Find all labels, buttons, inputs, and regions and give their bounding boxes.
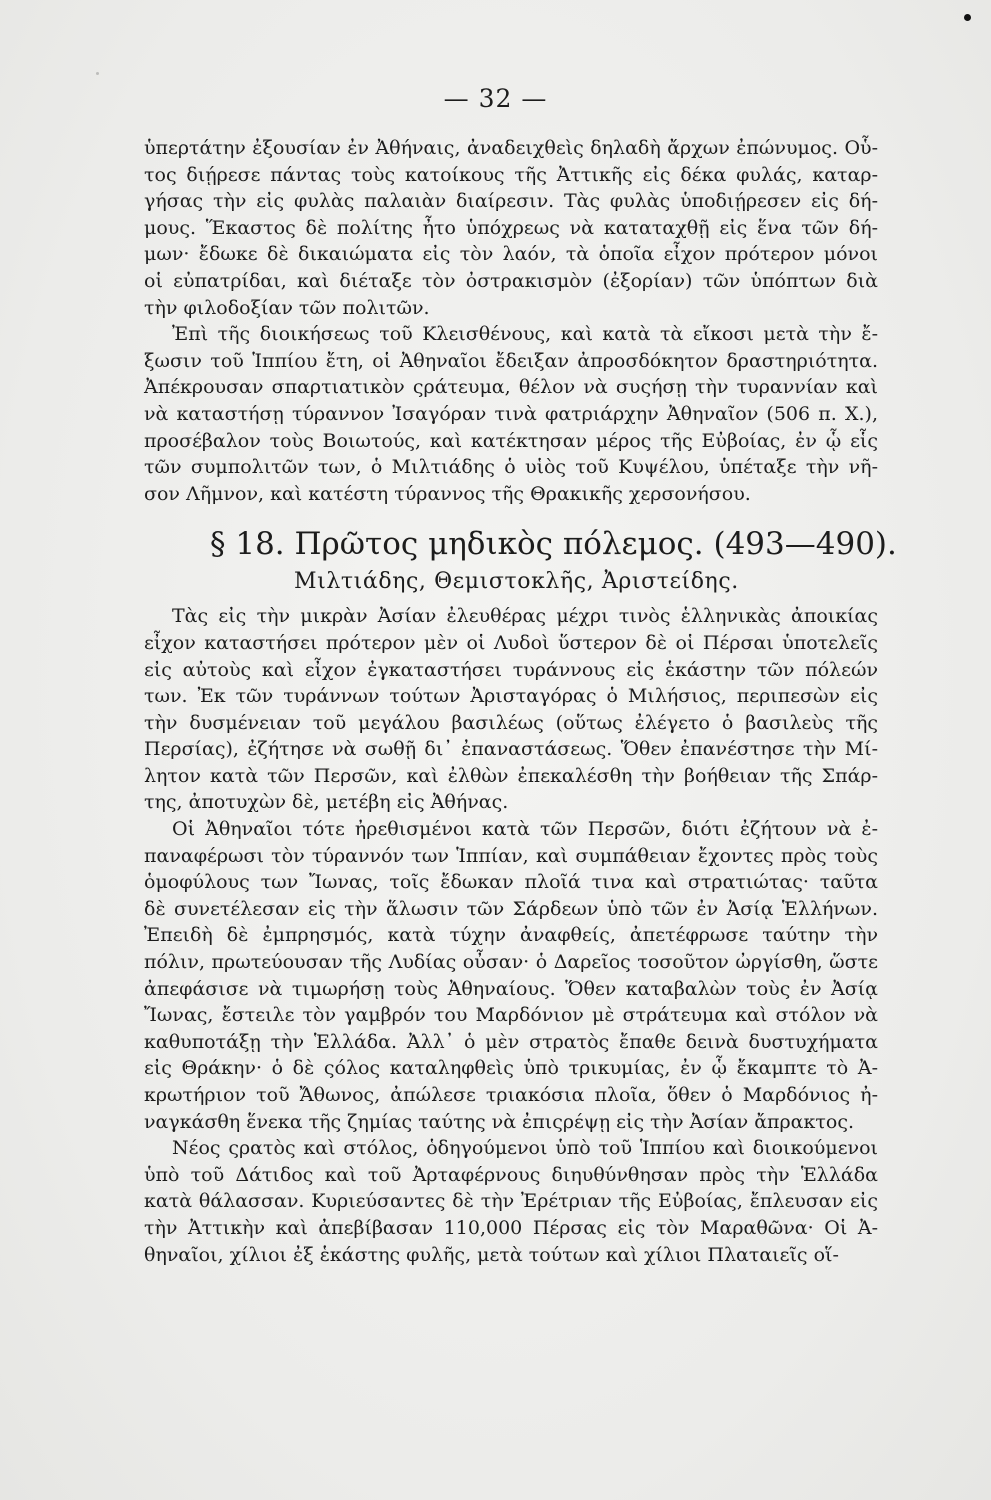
text-line: ὑπερτάτην ἐξουσίαν ἐν Ἀθήναις, ἀναδειχθεὶς δηλαδὴ ἄρχων ἐπώνυμος. Οὗ- xyxy=(144,137,878,159)
text-line: μους. Ἕκαστος δὲ πολίτης ἦτο ὑπόχρεως νὰ καταταχθῇ εἰς ἕνα τῶν δή- xyxy=(144,216,878,239)
text-line: ξωσιν τοῦ Ἱππίου ἔτη, οἱ Ἀθηναῖοι ἔδειξαν ἀπροσδόκητον δραστηριότητα. xyxy=(144,349,878,372)
text-line: τὴν δυσμένειαν τοῦ μεγάλου βασιλέως (οὕτως ἐλέγετο ὁ βασιλεὺς τῆς xyxy=(144,711,878,734)
ink-dot xyxy=(964,14,971,21)
text-line: ὁμοφύλους των Ἴωνας, τοῖς ἔδωκαν πλοῖά τινα καὶ στρατιώτας· ταῦτα xyxy=(144,871,878,894)
text-line: προσέβαλον τοὺς Βοιωτούς, καὶ κατέκτησαν μέρος τῆς Εὐβοίας, ἐν ᾧ εἷς xyxy=(144,429,878,452)
text-line: εἰς Θράκην· ὁ δὲ ςόλος καταληφθεὶς ὑπὸ τρικυμίας, ἐν ᾧ ἔκαμπτε τὸ Ἀ- xyxy=(144,1057,878,1080)
text-line: Ἴωνας, ἔστειλε τὸν γαμβρόν του Μαρδόνιον μὲ στράτευμα καὶ στόλον νὰ xyxy=(144,1004,878,1027)
text-line: δὲ συνετέλεσαν εἰς τὴν ἅλωσιν τῶν Σάρδεων ὑπὸ τῶν ἐν Ἀσίᾳ Ἑλλήνων. xyxy=(144,897,878,920)
page-number: — 32 — xyxy=(443,84,548,113)
text-line: τὴν φιλοδοξίαν τῶν πολιτῶν. xyxy=(144,296,430,319)
paragraph xyxy=(144,816,878,1135)
text-line: Οἱ Ἀθηναῖοι τότε ἠρεθισμένοι κατὰ τῶν Περσῶν, διότι ἐζήτουν νὰ ἐ- xyxy=(172,818,878,841)
text-line: Νέος ςρατὸς καὶ στόλος, ὁδηγούμενοι ὑπὸ τοῦ Ἱππίου καὶ διοικούμενοι xyxy=(172,1137,878,1160)
text-line: οἱ εὐπατρίδαι, καὶ διέταξε τὸν ὀστρακισμὸν (ἐξορίαν) τῶν ὑπόπτων διὰ xyxy=(144,269,878,292)
text-line: ὑπὸ τοῦ Δάτιδος καὶ τοῦ Ἀρταφέρνους διηυθύνθησαν πρὸς τὴν Ἑλλάδα xyxy=(144,1163,878,1186)
paragraph xyxy=(144,321,878,507)
paragraph xyxy=(144,1135,878,1268)
text-line: τῶν συμπολιτῶν των, ὁ Μιλτιάδης ὁ υἱὸς τοῦ Κυψέλου, ὑπέταξε τὴν νῆ- xyxy=(144,456,878,479)
text-line: των. Ἐκ τῶν τυράννων τούτων Ἀρισταγόρας ὁ Μιλήσιος, περιπεσὼν εἰς xyxy=(144,685,878,708)
section-subheading: Μιλτιάδης, Θεμιστοκλῆς, Ἀριστείδης. xyxy=(294,569,739,595)
text-line: εἰς αὐτοὺς καὶ εἶχον ἐγκαταστήσει τυράννους εἰς ἑκάστην τῶν πόλεών xyxy=(144,658,878,681)
text-block-before-section xyxy=(144,135,878,507)
text-line: Ἀπέκρουσαν σπαρτιατικὸν ςράτευμα, θέλον νὰ συςήσῃ τὴν τυραννίαν καὶ xyxy=(144,376,878,399)
text-line: Ἐπὶ τῆς διοικήσεως τοῦ Κλεισθένους, καὶ κατὰ τὰ εἴκοσι μετὰ τὴν ἔ- xyxy=(172,323,878,346)
paragraph xyxy=(144,135,878,321)
text-line: τος διῄρεσε πάντας τοὺς κατοίκους τῆς Ἀττικῆς εἰς δέκα φυλάς, καταρ- xyxy=(144,163,878,186)
section-heading: § 18. Πρῶτος μηδικὸς πόλεμος. (493—490). xyxy=(210,526,897,563)
text-block-after-section xyxy=(144,603,878,1268)
text-line: κρωτήριον τοῦ Ἄθωνος, ἀπώλεσε τριακόσια πλοῖα, ὅθεν ὁ Μαρδόνιος ἠ- xyxy=(144,1084,878,1106)
text-line: γήσας τὴν εἰς φυλὰς παλαιὰν διαίρεσιν. Τὰς φυλὰς ὑποδιῄρεσεν εἰς δή- xyxy=(144,190,878,213)
page-body xyxy=(144,135,897,1268)
text-line: σον Λῆμνον, καὶ κατέστη τύραννος τῆς Θρακικῆς χερσονήσου. xyxy=(144,482,751,505)
text-line: Ἐπειδὴ δὲ ἐμπρησμός, κατὰ τύχην ἀναφθείς, ἀπετέφρωσε ταύτην τὴν xyxy=(144,924,878,947)
text-line: Περσίας), ἐζήτησε νὰ σωθῇ δι᾽ ἐπαναστάσεως. Ὅθεν ἐπανέστησε τὴν Μί- xyxy=(144,738,878,761)
paper-speck xyxy=(96,72,99,75)
paragraph xyxy=(144,603,878,816)
text-line: καθυποτάξῃ τὴν Ἑλλάδα. Ἀλλ᾽ ὁ μὲν στρατὸς ἔπαθε δεινὰ δυστυχήματα xyxy=(144,1030,878,1053)
text-line: Τὰς εἰς τὴν μικρὰν Ἀσίαν ἐλευθέρας μέχρι τινὸς ἑλληνικὰς ἀποικίας xyxy=(172,605,878,628)
text-line: νὰ καταστήσῃ τύραννον Ἰσαγόραν τινὰ φατριάρχην Ἀθηναῖον (506 π. Χ.), xyxy=(144,402,878,425)
text-line: πόλιν, πρωτεύουσαν τῆς Λυδίας οὖσαν· ὁ Δαρεῖος τοσοῦτον ὠργίσθη, ὥστε xyxy=(144,951,878,974)
text-line: της, ἀποτυχὼν δὲ, μετέβη εἰς Ἀθήνας. xyxy=(144,791,509,814)
text-line: κατὰ θάλασσαν. Κυριεύσαντες δὲ τὴν Ἐρέτριαν τῆς Εὐβοίας, ἔπλευσαν εἰς xyxy=(144,1190,878,1213)
text-line: θηναῖοι, χίλιοι ἐξ ἑκάστης φυλῆς, μετὰ τούτων καὶ χίλιοι Πλαταιεῖς οἵ- xyxy=(144,1243,839,1266)
text-line: εἶχον καταστήσει πρότερον μὲν οἱ Λυδοὶ ὕστερον δὲ οἱ Πέρσαι ὑποτελεῖς xyxy=(144,631,878,654)
text-line: παναφέρωσι τὸν τύραννόν των Ἱππίαν, καὶ συμπάθειαν ἔχοντες πρὸς τοὺς xyxy=(144,844,878,867)
text-line: ναγκάσθη ἕνεκα τῆς ζημίας ταύτης νὰ ἐπιςρέψῃ εἰς τὴν Ἀσίαν ἄπρακτος. xyxy=(144,1110,855,1133)
text-line: τὴν Ἀττικὴν καὶ ἀπεβίβασαν 110,000 Πέρσας εἰς τὸν Μαραθῶνα· Οἱ Ἀ- xyxy=(144,1216,878,1239)
text-line: ἀπεφάσισε νὰ τιμωρήσῃ τοὺς Ἀθηναίους. Ὅθεν καταβαλὼν τοὺς ἐν Ἀσίᾳ xyxy=(144,977,878,1000)
text-line: λητον κατὰ τῶν Περσῶν, καὶ ἐλθὼν ἐπεκαλέσθη τὴν βοήθειαν τῆς Σπάρ- xyxy=(144,764,878,787)
text-line: μων· ἔδωκε δὲ δικαιώματα εἰς τὸν λαόν, τὰ ὁποῖα εἶχον πρότερον μόνοι xyxy=(144,243,878,266)
